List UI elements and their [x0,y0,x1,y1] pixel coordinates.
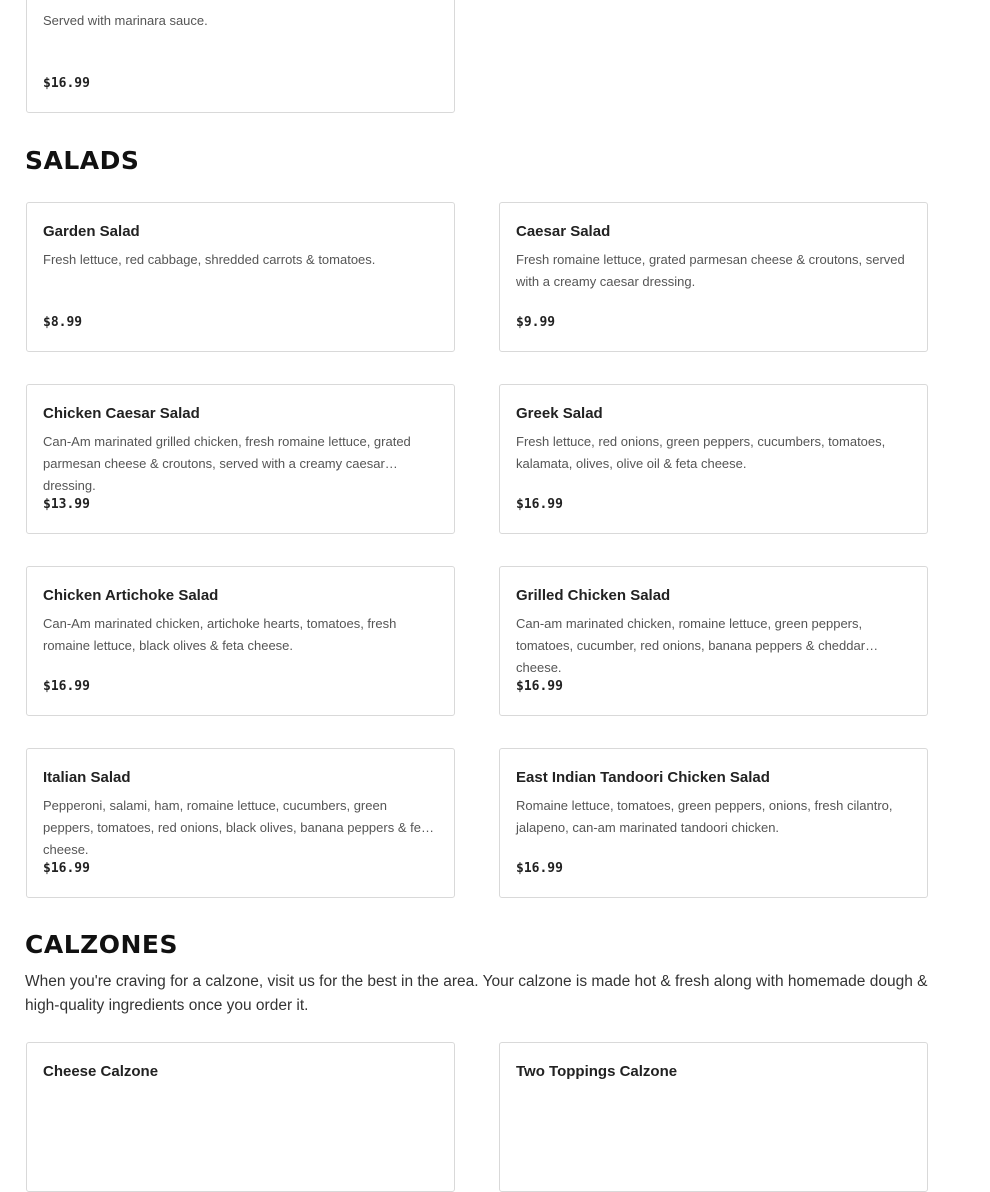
menu-item-name: Caesar Salad [516,223,611,240]
menu-item-name: Two Toppings Calzone [516,1063,678,1080]
menu-item-price: $16.99 [516,497,563,512]
menu-item-price: $16.99 [43,861,90,876]
menu-item-card[interactable] [499,566,928,716]
section-title-calzones: CALZONES [25,930,179,959]
menu-item-price: $8.99 [43,315,83,330]
menu-item-name: Italian Salad [43,769,131,786]
menu-item-card[interactable] [26,566,455,716]
menu-item-price: $16.99 [43,76,90,91]
menu-item-card[interactable] [499,384,928,534]
section-description-calzones: When you're craving for a calzone, visit us for the best in the area. Your calzone is made hot & fresh along with homemade dough & high-quality ingredients once you order it. [25,973,928,1014]
menu-item-name: Garden Salad [43,223,140,240]
menu-item-price: $9.99 [516,315,556,330]
menu-item-name: Grilled Chicken Salad [516,587,671,604]
menu-item-description: Can-Am marinated grilled chicken, fresh romaine lettuce, grated parmesan cheese & croutons, served with a creamy caesar dressing. [43,434,411,493]
menu-item-name: Cheese Calzone [43,1063,159,1080]
section-title-salads: SALADS [25,146,140,175]
menu-item-card[interactable] [26,202,455,352]
menu-item-price: $13.99 [43,497,90,512]
menu-item-name: Chicken Artichoke Salad [43,587,219,604]
menu-item-description: Fresh lettuce, red onions, green peppers, cucumbers, tomatoes, kalamata, olives, olive oil & feta cheese. [516,434,886,471]
menu-item-card[interactable] [26,384,455,534]
menu-item-description: Romaine lettuce, tomatoes, green peppers, onions, fresh cilantro, jalapeno, can-am marinated tandoori chicken. [516,798,893,835]
menu-item-description: Can-am marinated chicken, romaine lettuce, green peppers, tomatoes, cucumber, red onions, banana peppers & cheddar cheese. [516,616,866,675]
menu-item-description: Pepperoni, salami, ham, romaine lettuce, cucumbers, green peppers, tomatoes, red onions, black olives, banana peppers & feta cheese. [43,798,432,857]
menu-item-description: Served with marinara sauce. [43,13,208,28]
menu-item-name: Chicken Caesar Salad [43,405,200,422]
menu-item-name: East Indian Tandoori Chicken Salad [516,769,770,786]
menu-item-card[interactable] [499,748,928,898]
menu-item-card-partial[interactable] [26,0,455,113]
menu-item-name: Greek Salad [516,405,603,422]
menu-item-description: Can-Am marinated chicken, artichoke hearts, tomatoes, fresh romaine lettuce, black olives & feta cheese. [43,616,397,653]
menu-item-price: $16.99 [43,679,90,694]
menu-item-description: Fresh romaine lettuce, grated parmesan cheese & croutons, served with a creamy caesar dressing. [516,252,905,289]
menu-item-description: Fresh lettuce, red cabbage, shredded carrots & tomatoes. [43,252,376,267]
menu-item-card[interactable] [499,202,928,352]
menu-item-card[interactable] [499,1042,928,1192]
menu-item-card[interactable] [26,1042,455,1192]
menu-item-price: $16.99 [516,861,563,876]
menu-item-price: $16.99 [516,679,563,694]
menu-item-card[interactable] [26,748,455,898]
